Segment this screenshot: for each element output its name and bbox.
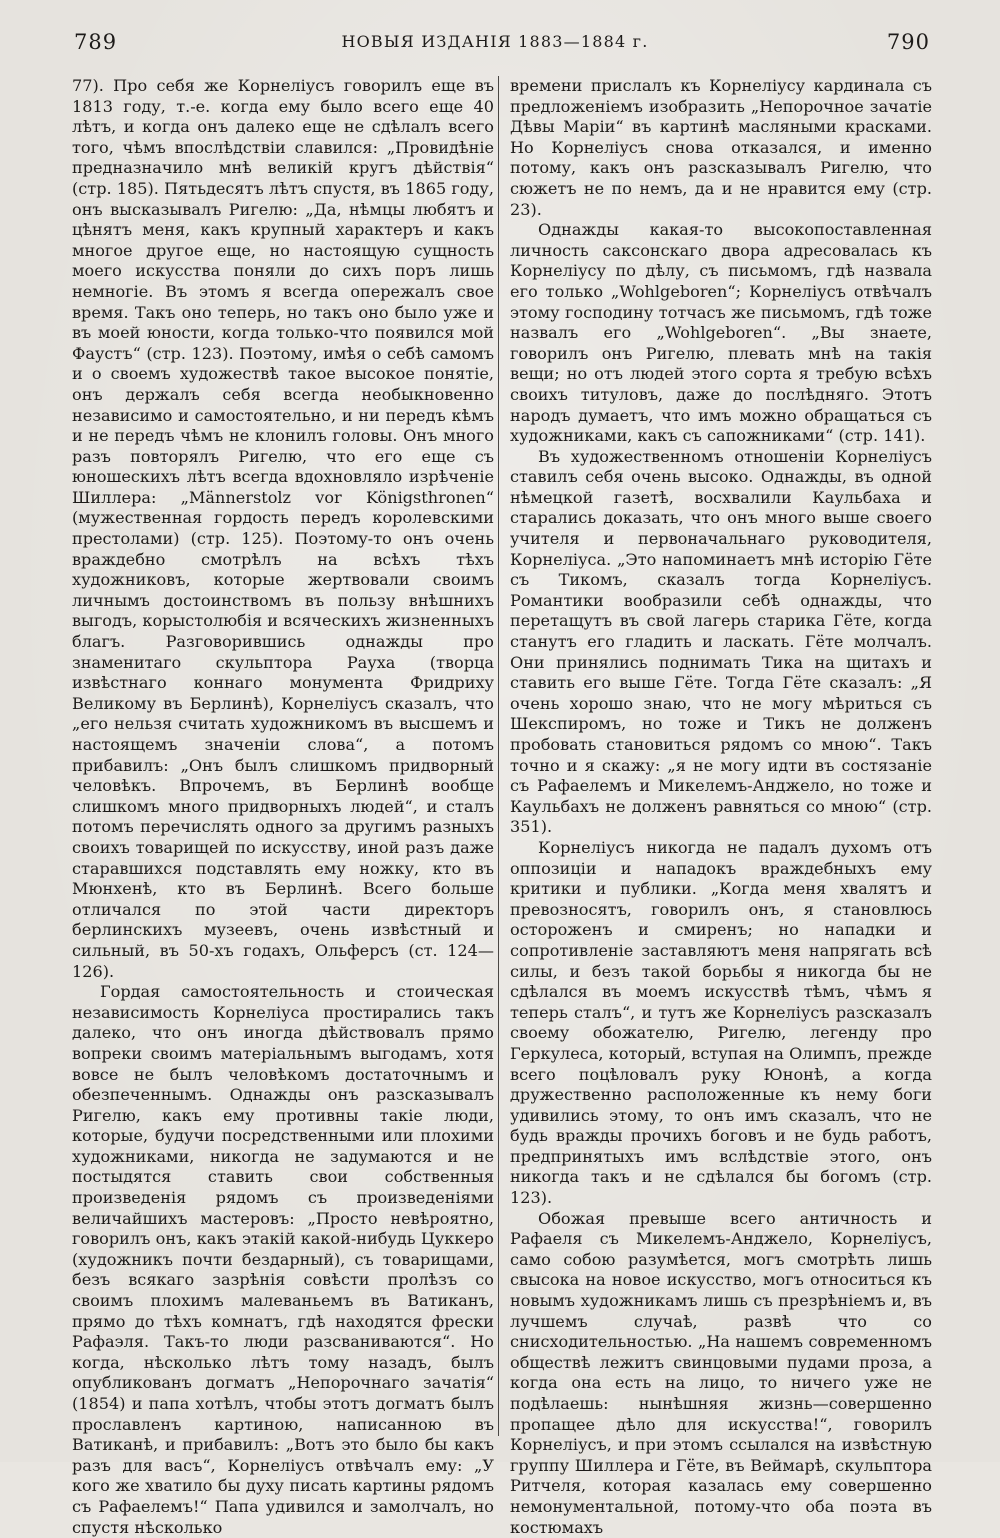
right-column <box>510 76 932 1537</box>
left-page-number: 789 <box>74 30 118 54</box>
right-page-number: 790 <box>886 30 930 54</box>
paragraph: Обожая превыше всего античность и Рафаеля съ Микелемъ-Анджело, Корнеліусъ, само собою разумѣется, могъ смотрѣть лишь свысока на новое искусство, могъ относиться къ новымъ художникамъ лишь съ презрѣніемъ и, въ лучшемъ случаѣ, развѣ что со снисходительностью. „На нашемъ современномъ обществѣ лежитъ свинцовыми пудами проза, а когда она есть на лицо, то ничего уже не подѣлаешь: нынѣшняя жизнь—совершенно пропащее дѣло для искусства!“, говорилъ Корнеліусъ, и при этомъ ссылался на извѣстную группу Шиллера и Гёте, въ Веймарѣ, скульптора Ритчеля, которая казалась ему совершенно немонументальной, потому-что оба поэта въ костюмахъ <box>510 1208 932 1537</box>
paragraph: времени прислалъ къ Корнеліусу кардинала съ предложеніемъ изобразить „Непорочное зачатіе Дѣвы Маріи“ въ картинѣ масляными красками. Но Корнеліусъ снова отказался, и именно потому, какъ онъ разсказывалъ Ригелю, что сюжетъ не по немъ, да и не нравится ему (стр. 23). <box>510 76 932 219</box>
paragraph: Однажды какая-то высокопоставленная личность саксонскаго двора адресовалась къ Корнеліусу по дѣлу, съ письмомъ, гдѣ назвала его только „Wohlgeboren“; Корнеліусъ отвѣчалъ этому господину тотчасъ же письмомъ, гдѣ тоже назвалъ его „Wohlgeboren“. „Вы знаете, говорилъ онъ Ригелю, плевать мнѣ на такія вещи; но отъ людей этого сорта я требую всѣхъ своихъ титуловъ, даже до послѣдняго. Этотъ народъ думаетъ, что имъ можно обращаться съ художниками, какъ съ сапожниками“ (стр. 141). <box>510 220 932 446</box>
paragraph: Гордая самостоятельность и стоическая независимость Корнеліуса простирались такъ далеко, что онъ иногда дѣйствовалъ прямо вопреки своимъ матеріальнымъ выгодамъ, хотя вовсе не былъ человѣкомъ достаточнымъ и обезпеченнымъ. Однажды онъ разсказывалъ Ригелю, какъ ему противны такіе люди, которые, будучи посредственными или плохими художниками, никогда не задумаются и не постыдятся ставить свои собственныя произведенія рядомъ съ произведеніями величайшихъ мастеровъ: „Просто невѣроятно, говорилъ онъ, какъ этакій какой-нибудь Цуккеро (художникъ почти бездарный), съ товарищами, безъ всякаго зазрѣнія совѣсти пролѣзъ со своимъ плохимъ малеваньемъ въ Ватиканъ, прямо до тѣхъ комнатъ, гдѣ находятся фрески Рафаэля. Такъ-то люди разсваниваются“. Но когда, нѣсколько лѣтъ тому назадъ, былъ опубликованъ догматъ „Непорочнаго зачатія“ (1854) и папа хотѣлъ, чтобы этотъ догматъ былъ прославленъ картиною, написанною въ Ватиканѣ, и прибавилъ: „Вотъ это было бы какъ разъ для васъ“, Корнеліусъ отвѣчалъ ему: „У кого же хватило бы духу писать картины рядомъ съ Рафаелемъ!“ Папа удивился и замолчалъ, но спустя нѣсколько <box>72 982 494 1537</box>
paragraph: 77). Про себя же Корнеліусъ говорилъ еще въ 1813 году, т.-е. когда ему было всего еще 40 лѣтъ, и когда онъ далеко еще не сдѣлалъ всего того, чѣмъ впослѣдствіи славился: „Провидѣніе предназначило мнѣ великій кругъ дѣйствія“ (стр. 185). Пятьдесятъ лѣтъ спустя, въ 1865 году, онъ высказывалъ Ригелю: „Да, нѣмцы любятъ и цѣнятъ меня, какъ крупный характеръ и какъ многое другое еще, но настоящую сущность моего искусства поняли до сихъ поръ лишь немногіе. Въ этомъ я всегда опережалъ свое время. Такъ оно теперь, но такъ оно было уже и въ моей юности, когда только-что появился мой Фаустъ“ (стр. 123). Поэтому, имѣя о себѣ самомъ и о своемъ художествѣ такое высокое понятіе, онъ держалъ себя всегда необыкновенно независимо и самостоятельно, и ни передъ кѣмъ и не передъ чѣмъ не клонилъ головы. Онъ много разъ повторялъ Ригелю, что его еще съ юношескихъ лѣтъ всегда вдохновляло изрѣченіе Шиллера: „Männerstolz vor Königsthronen“ (мужественная гордость передъ королевскими престолами) (стр. 125). Поэтому-то онъ очень враждебно смотрѣлъ на всѣхъ тѣхъ художниковъ, которые жертвовали своимъ личнымъ достоинствомъ въ пользу внѣшнихъ выгодъ, корыстолюбія и всяческихъ жизненныхъ благъ. Разговорившись однажды про знаменитаго скульптора Рауха (творца извѣстнаго коннаго монумента Фридриху Великому въ Берлинѣ), Корнеліусъ сказалъ, что „его нельзя считать художникомъ въ высшемъ и настоящемъ значеніи слова“, а потомъ прибавилъ: „Онъ былъ слишкомъ придворный человѣкъ. Впрочемъ, въ Берлинѣ вообще слишкомъ много придворныхъ людей“, и сталъ потомъ перечислять одного за другимъ разныхъ своихъ товарищей по искусству, иной разъ даже старавшихся подставлять ему ножку, кто въ Мюнхенѣ, кто въ Берлинѣ. Всего больше отличался по этой части директоръ берлинскихъ музеевъ, очень извѣстный и сильный, въ 50-хъ годахъ, Ольферсъ (ст. 124—126). <box>72 76 494 981</box>
paragraph: Въ художественномъ отношеніи Корнеліусъ ставилъ себя очень высоко. Однажды, въ одной нѣмецкой газетѣ, восхвалили Каульбаха и старались доказать, что онъ много выше своего учителя и первоначальнаго руководителя, Корнеліуса. „Это напоминаетъ мнѣ исторію Гёте съ Тикомъ, сказалъ тогда Корнеліусъ. Романтики вообразили себѣ однажды, что перетащутъ въ свой лагерь старика Гёте, когда станутъ его гладить и ласкать. Гёте молчалъ. Они принялись поднимать Тика на щитахъ и ставить его выше Гёте. Тогда Гёте сказалъ: „Я очень хорошо знаю, что не могу мѣриться съ Шекспиромъ, но тоже и Тикъ не долженъ пробовать становиться рядомъ со мною“. Такъ точно и я скажу: „я не могу идти въ состязаніе съ Рафаелемъ и Микелемъ-Анджело, но тоже и Каульбахъ не долженъ равняться со мною“ (стр. 351). <box>510 446 932 837</box>
paragraph: Корнеліусъ никогда не падалъ духомъ отъ оппозиціи и нападокъ враждебныхъ ему критики и публики. „Когда меня хвалятъ и превозносятъ, говорилъ онъ, я становлюсь остороженъ и смиренъ; но нападки и сопротивленіе заставляютъ меня напрягать всѣ силы, и безъ такой борьбы я никогда бы не сдѣлался въ моемъ искусствѣ тѣмъ, чѣмъ я теперь сталъ“, и тутъ же Корнеліусъ разсказалъ своему обожателю, Ригелю, легенду про Геркулеса, который, вступая на Олимпъ, прежде всего поцѣловалъ руку Юнонѣ, а когда дружественно расположенные къ нему боги удивились этому, то онъ имъ сказалъ, что не будь вражды прочихъ боговъ и не будь работъ, предпринятыхъ имъ вслѣдствіе этого, онъ никогда такъ и не сдѣлался бы богомъ (стр. 123). <box>510 837 932 1208</box>
column-divider <box>498 76 499 1436</box>
left-column <box>72 76 494 1537</box>
page-header <box>60 30 930 58</box>
running-title: НОВЫЯ ИЗДАНІЯ 1883—1884 г. <box>341 32 649 51</box>
